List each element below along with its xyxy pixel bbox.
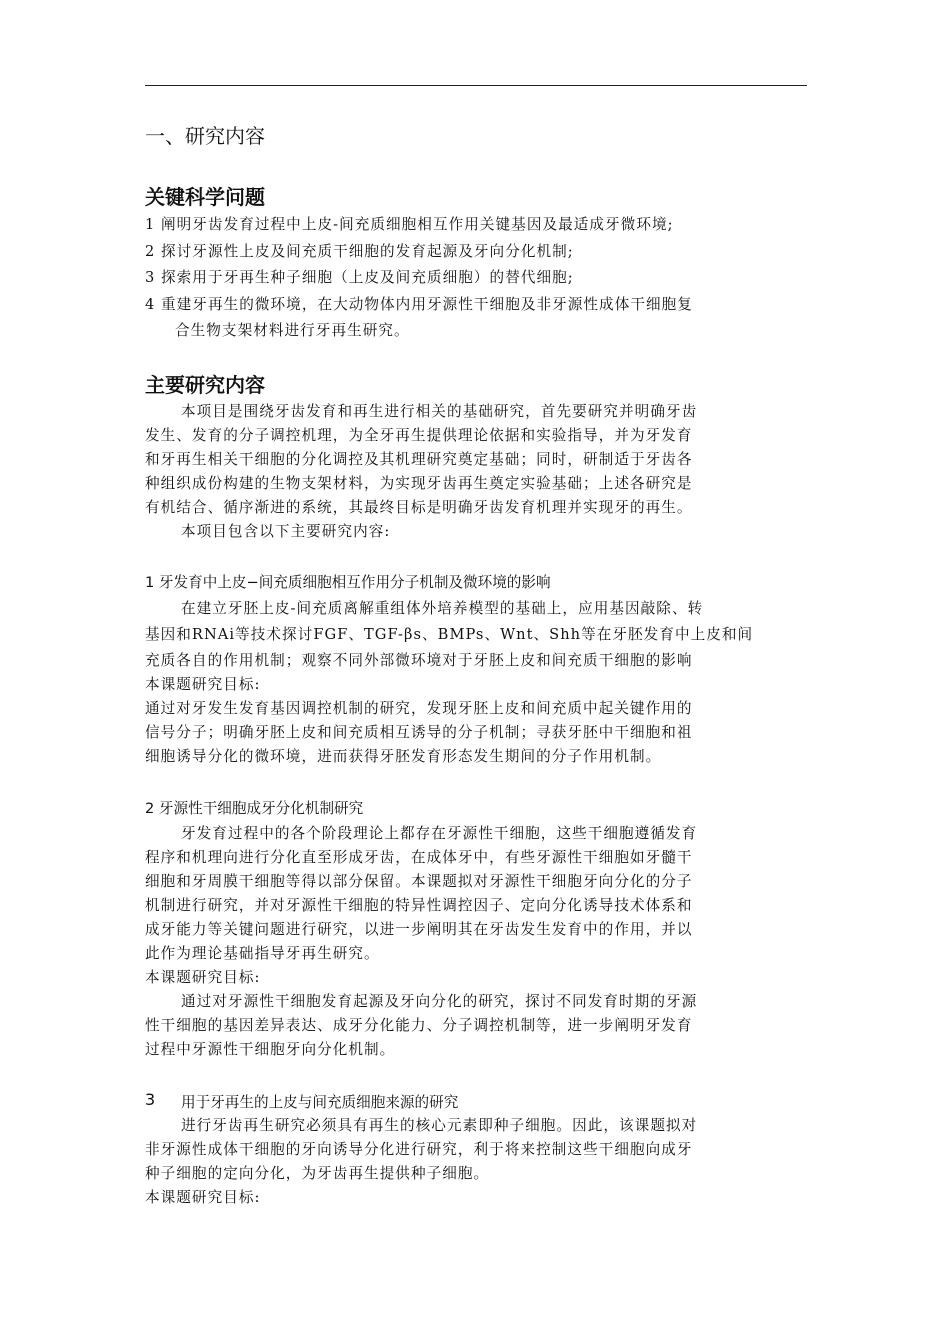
goal-label: 本课题研究目标: bbox=[145, 1189, 261, 1206]
paragraph-line: 本项目是围绕牙齿发育和再生进行相关的基础研究，首先要研究并明确牙齿 bbox=[181, 403, 698, 420]
topic3-heading: 用于牙再生的上皮与间充质细胞来源的研究 bbox=[181, 1094, 459, 1111]
section-title: 一、研究内容 bbox=[145, 124, 265, 148]
paragraph-line: 信号分子；明确牙胚上皮和间充质相互诱导的分子机制；寻获牙胚中干细胞和祖 bbox=[145, 724, 693, 741]
paragraph-line: 机制进行研究，并对牙源性干细胞的特异性调控因子、定向分化诱导技术体系和 bbox=[145, 897, 693, 914]
topic1-heading: 1 牙发育中上皮−间充质细胞相互作用分子机制及微环境的影响 bbox=[145, 574, 551, 591]
paragraph-line: 基因和RNAi等技术探讨FGF、TGF-βs、BMPs、Wnt、Shh等在牙胚发育中上皮和间 bbox=[145, 626, 754, 643]
paragraph-line: 程序和机理向进行分化直至形成牙齿，在成体牙中，有些牙源性干细胞如牙髓干 bbox=[145, 849, 693, 866]
header-rule bbox=[145, 85, 807, 86]
key-issue-item: 2 探讨牙源性上皮及间充质干细胞的发育起源及牙向分化机制; bbox=[145, 243, 574, 260]
paragraph-line: 通过对牙发生发育基因调控机制的研究，发现牙胚上皮和间充质中起关键作用的 bbox=[145, 700, 693, 717]
key-issue-item: 1 阐明牙齿发育过程中上皮-间充质细胞相互作用关键基因及最适成牙微环境; bbox=[145, 216, 674, 233]
goal-label: 本课题研究目标: bbox=[145, 969, 261, 986]
paragraph-line: 性干细胞的基因差异表达、成牙分化能力、分子调控机制等，进一步阐明牙发育 bbox=[145, 1017, 693, 1034]
key-issue-item: 3 探索用于牙再生种子细胞（上皮及间充质细胞）的替代细胞; bbox=[145, 269, 574, 286]
paragraph-line: 过程中牙源性干细胞牙向分化机制。 bbox=[145, 1041, 396, 1058]
paragraph-line: 此作为理论基础指导牙再生研究。 bbox=[145, 945, 380, 962]
paragraph-line: 通过对牙源性干细胞发育起源及牙向分化的研究，探讨不同发育时期的牙源 bbox=[181, 993, 698, 1010]
main-content-heading: 主要研究内容 bbox=[145, 373, 265, 397]
paragraph-line: 有机结合、循序渐进的系统，其最终目标是明确牙齿发育机理并实现牙的再生。 bbox=[145, 499, 693, 516]
topic3-number: 3 bbox=[145, 1090, 156, 1109]
paragraph-line: 充质各自的作用机制；观察不同外部微环境对于牙胚上皮和间充质干细胞的影响 bbox=[145, 652, 693, 669]
key-issue-item: 4 重建牙再生的微环境，在大动物体内用牙源性干细胞及非牙源性成体干细胞复 bbox=[145, 296, 693, 313]
key-issue-item-cont: 合生物支架材料进行牙再生研究。 bbox=[175, 322, 410, 339]
paragraph-line: 和牙再生相关干细胞的分化调控及其机理研究奠定基础；同时，研制适于牙齿各 bbox=[145, 451, 693, 468]
goal-label: 本课题研究目标: bbox=[145, 676, 261, 693]
paragraph-line: 非牙源性成体干细胞的牙向诱导分化进行研究，利于将来控制这些干细胞向成牙 bbox=[145, 1141, 693, 1158]
paragraph-line: 发生、发育的分子调控机理，为全牙再生提供理论依据和实验指导，并为牙发育 bbox=[145, 427, 693, 444]
topic2-heading: 2 牙源性干细胞成牙分化机制研究 bbox=[145, 800, 364, 817]
paragraph-line: 在建立牙胚上皮-间充质离解重组体外培养模型的基础上，应用基因敲除、转 bbox=[181, 600, 704, 617]
key-issues-heading: 关键科学问题 bbox=[145, 185, 265, 209]
paragraph-line: 进行牙齿再生研究必须具有再生的核心元素即种子细胞。因此，该课题拟对 bbox=[181, 1117, 698, 1134]
paragraph-line: 成牙能力等关键问题进行研究，以进一步阐明其在牙齿发生发育中的作用，并以 bbox=[145, 921, 693, 938]
paragraph-line: 牙发育过程中的各个阶段理论上都存在牙源性干细胞，这些干细胞遵循发育 bbox=[181, 825, 698, 842]
paragraph-line: 种子细胞的定向分化，为牙齿再生提供种子细胞。 bbox=[145, 1165, 490, 1182]
paragraph-line: 细胞诱导分化的微环境，进而获得牙胚发育形态发生期间的分子作用机制。 bbox=[145, 748, 662, 765]
paragraph-line: 种组织成份构建的生物支架材料，为实现牙齿再生奠定实验基础；上述各研究是 bbox=[145, 475, 693, 492]
paragraph-line: 细胞和牙周膜干细胞等得以部分保留。本课题拟对牙源性干细胞牙向分化的分子 bbox=[145, 873, 693, 890]
paragraph-line: 本项目包含以下主要研究内容: bbox=[181, 523, 391, 540]
